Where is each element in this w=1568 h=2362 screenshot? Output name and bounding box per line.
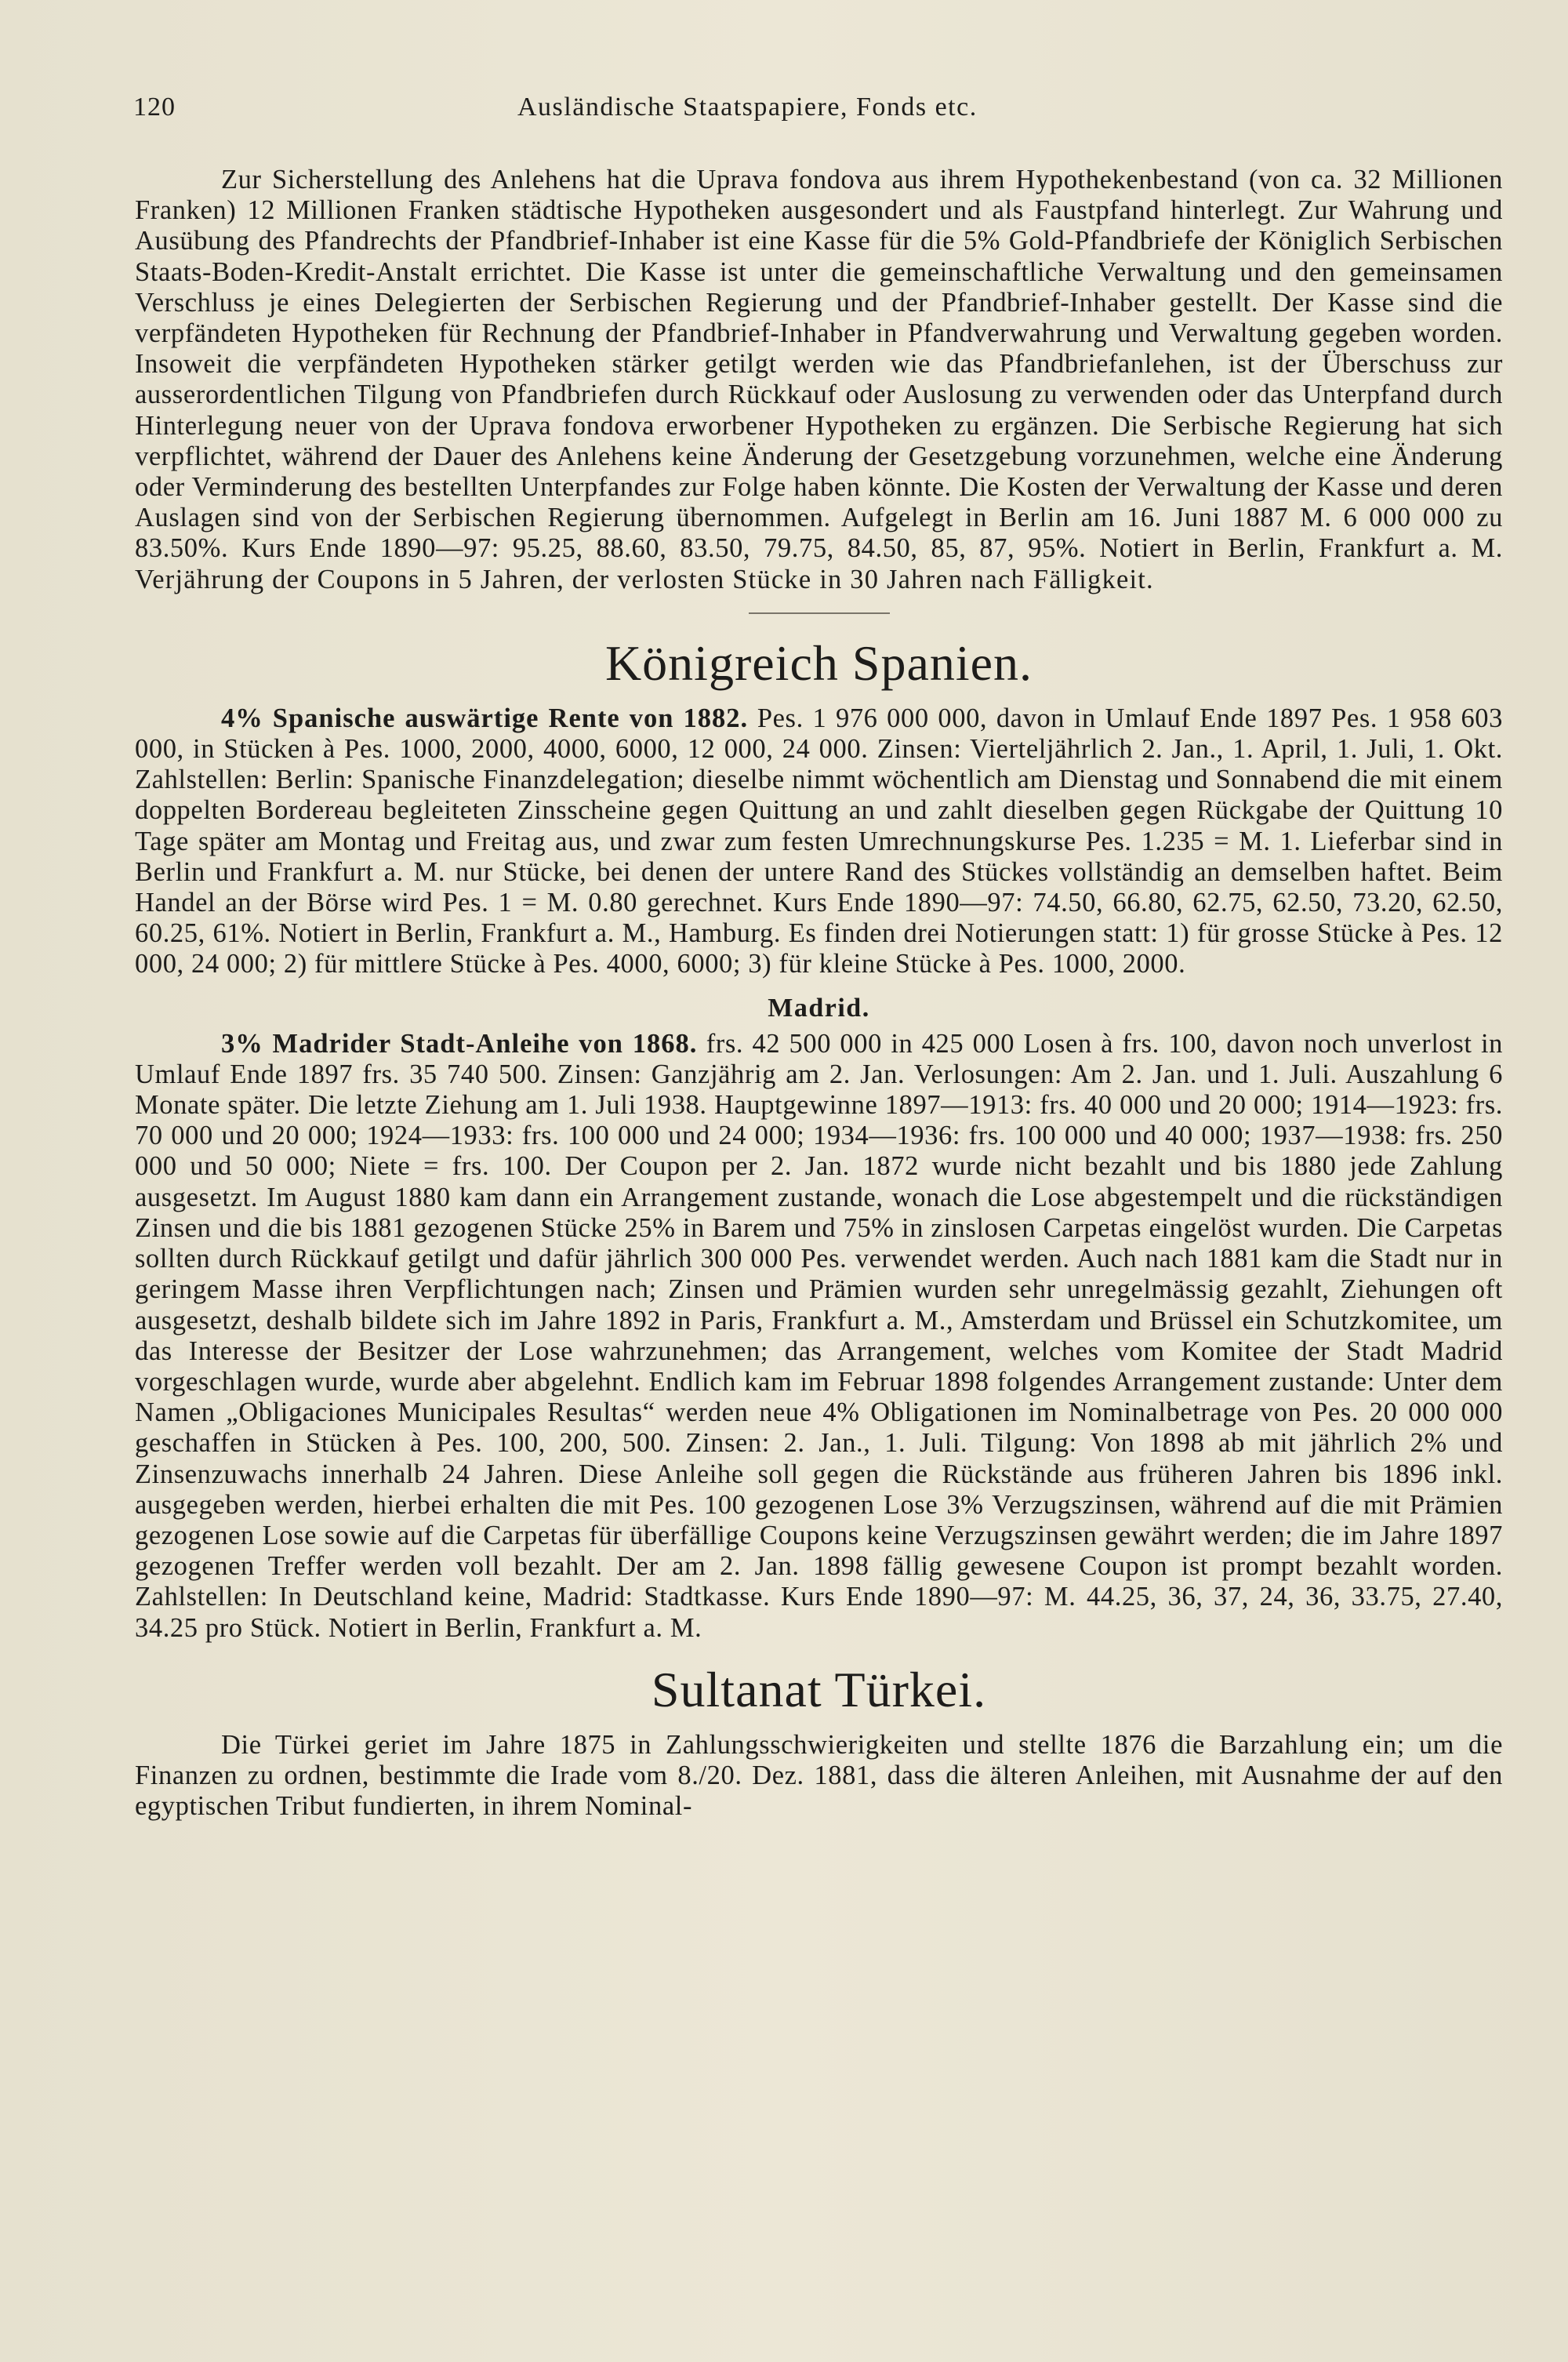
turkey-section-heading: Sultanat Türkei. bbox=[651, 1661, 987, 1717]
madrid-loan-entry bbox=[135, 1029, 1503, 1644]
spain-rente-entry bbox=[135, 703, 1503, 980]
serbia-continuation-text: Zur Sicherstellung des Anlehens hat die Uprava fondova aus ihrem Hypothekenbestand (von ca. 32 Millionen Franken) 12 Millionen Franken städtische Hypotheken ausgesondert und als Faustpfand hinterlegt. Zur Wahrung und Ausübung des Pfandrechts der Pfandbrief-Inhaber ist eine Kasse für die 5% Gold-Pfandbriefe der Königlich Serbischen Staats-Boden-Kredit-Anstalt errichtet. Die Kasse ist unter die gemeinschaftliche Verwaltung und den gemeinsamen Verschluss je eines Delegierten der Serbischen Regierung und der Pfandbrief-Inhaber gestellt. Der Kasse sind die verpfändeten Hypotheken für Rechnung der Pfandbrief-Inhaber in Pfandverwahrung und Verwaltung gegeben worden. Insoweit die verpfändeten Hypotheken stärker getilgt werden wie das Pfandbriefanlehen, ist der Überschuss zur ausserordentlichen Tilgung von Pfandbriefen durch Rückkauf oder Auslosung zu verwenden oder das Unterpfand durch Hinterlegung neuer von der Uprava fondova erworbener Hypotheken zu ergänzen. Die Serbische Regierung hat sich verpflichtet, während der Dauer des Anlehens keine Änderung der Gesetzgebung vorzunehmen, welche eine Änderung oder Verminderung des bestellten Unterpfandes zur Folge haben könnte. Die Kosten der Verwaltung der Kasse und deren Auslagen sind von der Serbischen Regierung übernommen. Aufgelegt in Berlin am 16. Juni 1887 M. 6 000 000 zu 83.50%. Kurs Ende 1890—97: 95.25, 88.60, 83.50, 79.75, 84.50, 85, 87, 95%. Notiert in Berlin, Frankfurt a. M. bbox=[135, 165, 1503, 564]
spain-rente-text: Pes. 1 976 000 000, davon in Umlauf Ende 1897 Pes. 1 958 603 000, in Stücken à Pes. 1000, 2000, 4000, 6000, 12 000, 24 000. Zinsen: Vierteljährlich 2. Jan., 1. April, 1. Juli, 1. Okt. Zahlstellen: Berlin: Spanische Finanzdelegation; dieselbe nimmt wöchentlich am Dienstag und Sonnabend die mit einem doppelten Bordereau begleiteten Zinsscheine gegen Quittung an und zahlt dieselben gegen Rückgabe der Quittung 10 Tage später am Montag und Freitag aus, und zwar zum festen Umrechnungskurse Pes. 1.235 = M. 1. Lieferbar sind in Berlin und Frankfurt a. M. nur Stücke, bei denen der untere Rand des Stückes vollständig an demselben haftet. Beim Handel an der Börse wird Pes. 1 = M. 0.80 gerechnet. Kurs Ende 1890—97: 74.50, 66.80, 62.75, 62.50, 73.20, 62.50, 60.25, 61%. Notiert in Berlin, Frankfurt a. M., Hamburg. Es finden drei Notierungen statt: 1) für grosse Stücke à Pes. 12 000, 24 000; 2) für mittlere Stücke à Pes. 4000, 6000; 3) für kleine Stücke à Pes. 1000, 2000. bbox=[135, 703, 1503, 979]
running-title: Ausländische Staatspapiere, Fonds etc. bbox=[517, 93, 978, 122]
page-body bbox=[135, 165, 1503, 1822]
section-divider bbox=[749, 612, 890, 614]
madrid-loan-title: 3% Madrider Stadt-Anleihe von 1868. bbox=[221, 1028, 698, 1059]
madrid-loan-text: frs. 42 500 000 in 425 000 Losen à frs. 100, davon noch unverlost in Umlauf Ende 1897 frs. 35 740 500. Zinsen: Ganzjährig am 2. Jan. Verlosungen: Am 2. Jan. und 1. Juli. Auszahlung 6 Monate später. Die letzte Ziehung am 1. Juli 1938. Hauptgewinne 1897—1913: frs. 40 000 und 20 000; 1914—1923: frs. 70 000 und 20 000; 1924—1933: frs. 100 000 und 24 000; 1934—1936: frs. 100 000 und 40 000; 1937—1938: frs. 250 000 und 50 000; Niete = frs. 100. Der Coupon per 2. Jan. 1872 wurde nicht bezahlt und bis 1880 jede Zahlung ausgesetzt. Im August 1880 kam dann ein Arrangement zustande, wonach die Lose abgestempelt und die rückständigen Zinsen und die bis 1881 gezogenen Stücke 25% in Barem und 75% in zinslosen Carpetas eingelöst wurden. Die Carpetas sollten durch Rückkauf getilgt und dafür jährlich 300 000 Pes. verwendet werden. Auch nach 1881 kam die Stadt nur in geringem Masse ihren Verpflichtungen nach; Zinsen und Prämien wurden sehr unregelmässig gezahlt, Ziehungen oft ausgesetzt, deshalb bildete sich im Jahre 1892 in Paris, Frankfurt a. M., Amsterdam und Brüssel ein Schutzkomitee, um das Interesse der Besitzer der Lose wahrzunehmen; das Arrangement, welches vom Komitee der Stadt Madrid vorgeschlagen wurde, wurde aber abgelehnt. Endlich kam im Februar 1898 folgendes Arrangement zustande: Unter dem Namen „Obligaciones Municipales Resultas“ werden neue 4% Obligationen im Nominalbetrage von Pes. 20 000 000 geschaffen in Stücken à Pes. 100, 200, 500. Zinsen: 2. Jan., 1. Juli. Tilgung: Von 1898 ab mit jährlich 2% und Zinsenzuwachs innerhalb 24 Jahren. Diese Anleihe soll gegen die Rückstände aus früheren Jahren bis 1896 inkl. ausgegeben werden, hierbei erhalten die mit Pes. 100 gezogenen Lose 3% Verzugszinsen, während auf die mit Prämien gezogenen Lose sowie auf die Carpetas für überfällige Coupons keine Verzugszinsen gewährt werden; die im Jahre 1897 gezogenen Treffer werden voll bezahlt. Der am 2. Jan. 1898 fällig gewesene Coupon ist prompt bezahlt worden. Zahlstellen: In Deutschland keine, Madrid: Stadtkasse. Kurs Ende 1890—97: M. 44.25, 36, 37, 24, 36, 33.75, 27.40, 34.25 pro Stück. Notiert in Berlin, Frankfurt a. M. bbox=[135, 1028, 1503, 1643]
spain-section-heading: Königreich Spanien. bbox=[604, 634, 1033, 691]
turkey-intro-paragraph bbox=[135, 1730, 1503, 1822]
serbia-continuation-paragraph bbox=[135, 165, 1503, 595]
spain-rente-title: 4% Spanische auswärtige Rente von 1882. bbox=[221, 703, 749, 733]
page-number: 120 bbox=[133, 93, 176, 122]
turkey-intro-text: Die Türkei geriet im Jahre 1875 in Zahlungsschwierigkeiten und stellte 1876 die Barzahlung ein; um die Finanzen zu ordnen, bestimmte die Irade vom 8./20. Dez. 1881, dass die älteren Anleihen, mit Ausnahme der auf den egyptischen Tribut fundierten, in ihrem Nominal- bbox=[135, 1729, 1503, 1822]
madrid-subheading: Madrid. bbox=[768, 993, 870, 1023]
serbia-continuation-last-line: Verjährung der Coupons in 5 Jahren, der verlosten Stücke in 30 Jahren nach Fälligkeit. bbox=[135, 564, 1154, 594]
